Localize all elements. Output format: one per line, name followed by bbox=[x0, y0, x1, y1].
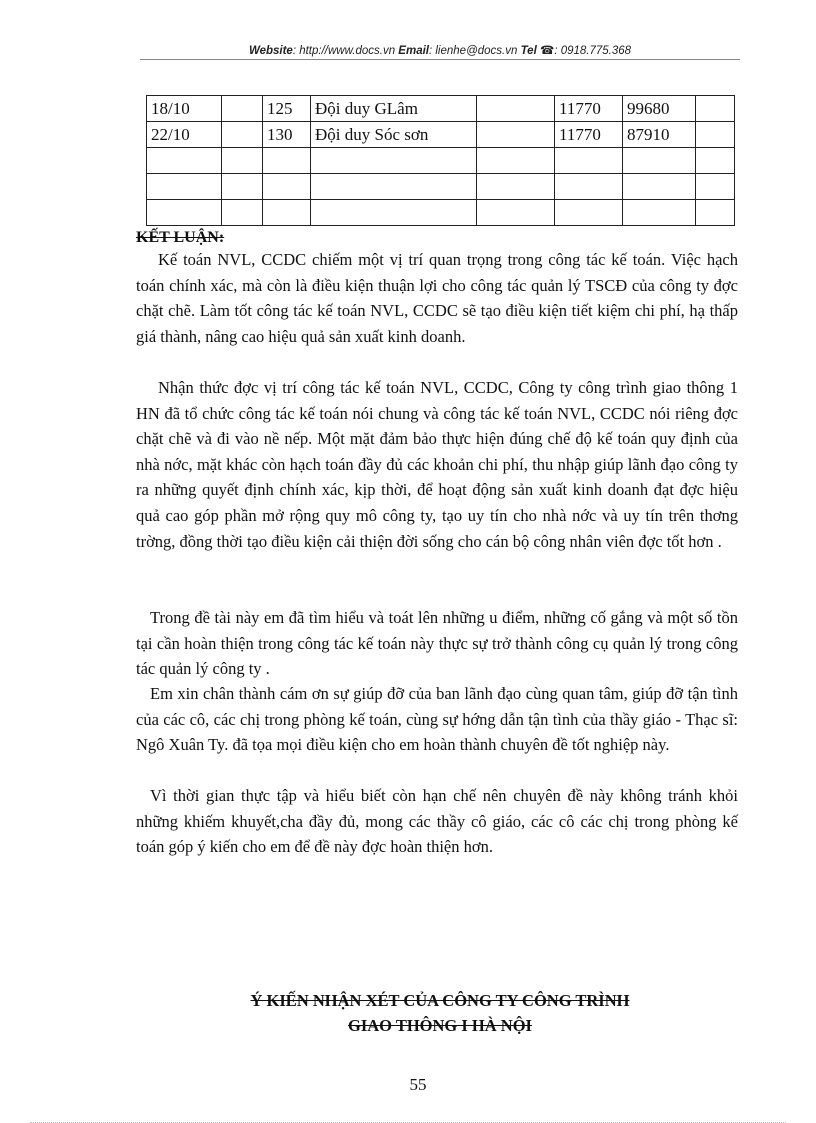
cell-description: Đội duy Sóc sơn bbox=[311, 122, 477, 148]
phone-icon: ☎ bbox=[536, 45, 555, 57]
website-value: : http://www.docs.vn bbox=[292, 45, 396, 57]
table-row bbox=[147, 122, 735, 148]
cell-number: 130 bbox=[263, 122, 311, 148]
table-row-empty bbox=[147, 148, 735, 174]
conclusion-paragraph-1: Kế toán NVL, CCDC chiếm một vị trí quan trọng trong công tác kế toán. Việc hạch toán chính xác, mà còn là điều kiện thuận lợi cho công tác quản lý TSCĐ của công ty đợc chặt chẽ. Làm tốt công tác kế toán NVL, CCDC sẽ tạo điều kiện tiết kiệm chi phí, hạ thấp giá thành, nâng cao hiệu quả sản xuất kinh doanh. bbox=[136, 250, 738, 346]
conclusion-title: KẾT LUẬN: bbox=[136, 229, 225, 246]
email-label: Email bbox=[398, 45, 429, 57]
cell-blank bbox=[222, 122, 263, 148]
table-row-empty bbox=[147, 174, 735, 200]
cell-amount: 99680 bbox=[623, 96, 696, 122]
page-header bbox=[140, 43, 740, 57]
conclusion-paragraph-3: Trong đề tài này em đã tìm hiểu và toát lên những u điểm, những cố gắng và một số tồn tại cần hoàn thiện trong công tác kế toán này thực sự trở thành công cụ quản lý trong công tác quản lý công ty . bbox=[136, 608, 738, 679]
closing-title-line-1: Ý KIẾN NHẬN XÉT CỦA CÔNG TY CÔNG TRÌNH bbox=[250, 991, 630, 1010]
cell-blank bbox=[222, 96, 263, 122]
cell-blank bbox=[477, 122, 555, 148]
email-value: : lienhe@docs.vn bbox=[428, 45, 518, 57]
cell-price: 11770 bbox=[555, 122, 623, 148]
closing-title-line-2: GIAO THÔNG I HÀ NỘI bbox=[348, 1016, 532, 1035]
tel-label: Tel bbox=[520, 45, 537, 57]
cell-description: Đội duy GLâm bbox=[311, 96, 477, 122]
website-label: Website bbox=[248, 45, 293, 57]
table-row-empty bbox=[147, 200, 735, 226]
cell-date: 18/10 bbox=[147, 96, 222, 122]
conclusion-paragraph-2: Nhận thức đợc vị trí công tác kế toán NVL, CCDC, Công ty công trình giao thông 1 HN đã tổ chức công tác kế toán nói chung và công tác kế toán NVL, CCDC nói riêng đợc chặt chẽ và đi vào nề nếp. Một mặt đảm bảo thực hiện đúng chế độ kế toán quy định của nhà nớc, mặt khác còn hạch toán đầy đủ các khoản chi phí, thu nhập giúp lãnh đạo công ty ra những quyết định chính xác, kịp thời, để hoạt động sản xuất kinh doanh đạt đợc hiệu quả cao góp phần mở rộng quy mô công ty, tạo uy tín cho nhà nớc và uy tín trên thơng trờng, đồng thời tạo điều kiện cải thiện đời sống cho cán bộ công nhân viên đợc tốt hơn . bbox=[136, 378, 738, 551]
cell-amount: 87910 bbox=[623, 122, 696, 148]
cell-price: 11770 bbox=[555, 96, 623, 122]
cell-blank bbox=[696, 96, 735, 122]
conclusion-paragraph-4: Em xin chân thành cám ơn sự giúp đỡ của ban lãnh đạo cùng quan tâm, giúp đỡ tận tình của các cô, các chị trong phòng kế toán, cùng sự hớng dẫn tận tình của thầy giáo - Thạc sĩ: Ngô Xuân Ty. đã tọa mọi điều kiện cho em hoàn thành chuyên đề tốt nghiệp này. bbox=[136, 684, 738, 755]
page-number: 55 bbox=[409, 1075, 427, 1094]
cell-number: 125 bbox=[263, 96, 311, 122]
ledger-table bbox=[146, 95, 735, 226]
tel-value: : 0918.775.368 bbox=[554, 45, 632, 57]
conclusion-paragraph-5: Vì thời gian thực tập và hiểu biết còn hạn chế nên chuyên đề này không tránh khỏi những khiếm khuyết,cha đầy đủ, mong các thầy cô giáo, các cô các chị trong phòng kế toán góp ý kiến cho em để đề này đợc hoàn thiện hơn. bbox=[136, 786, 738, 857]
cell-blank bbox=[696, 122, 735, 148]
table-row bbox=[147, 96, 735, 122]
cell-blank bbox=[477, 96, 555, 122]
cell-date: 22/10 bbox=[147, 122, 222, 148]
header-divider bbox=[140, 59, 740, 60]
